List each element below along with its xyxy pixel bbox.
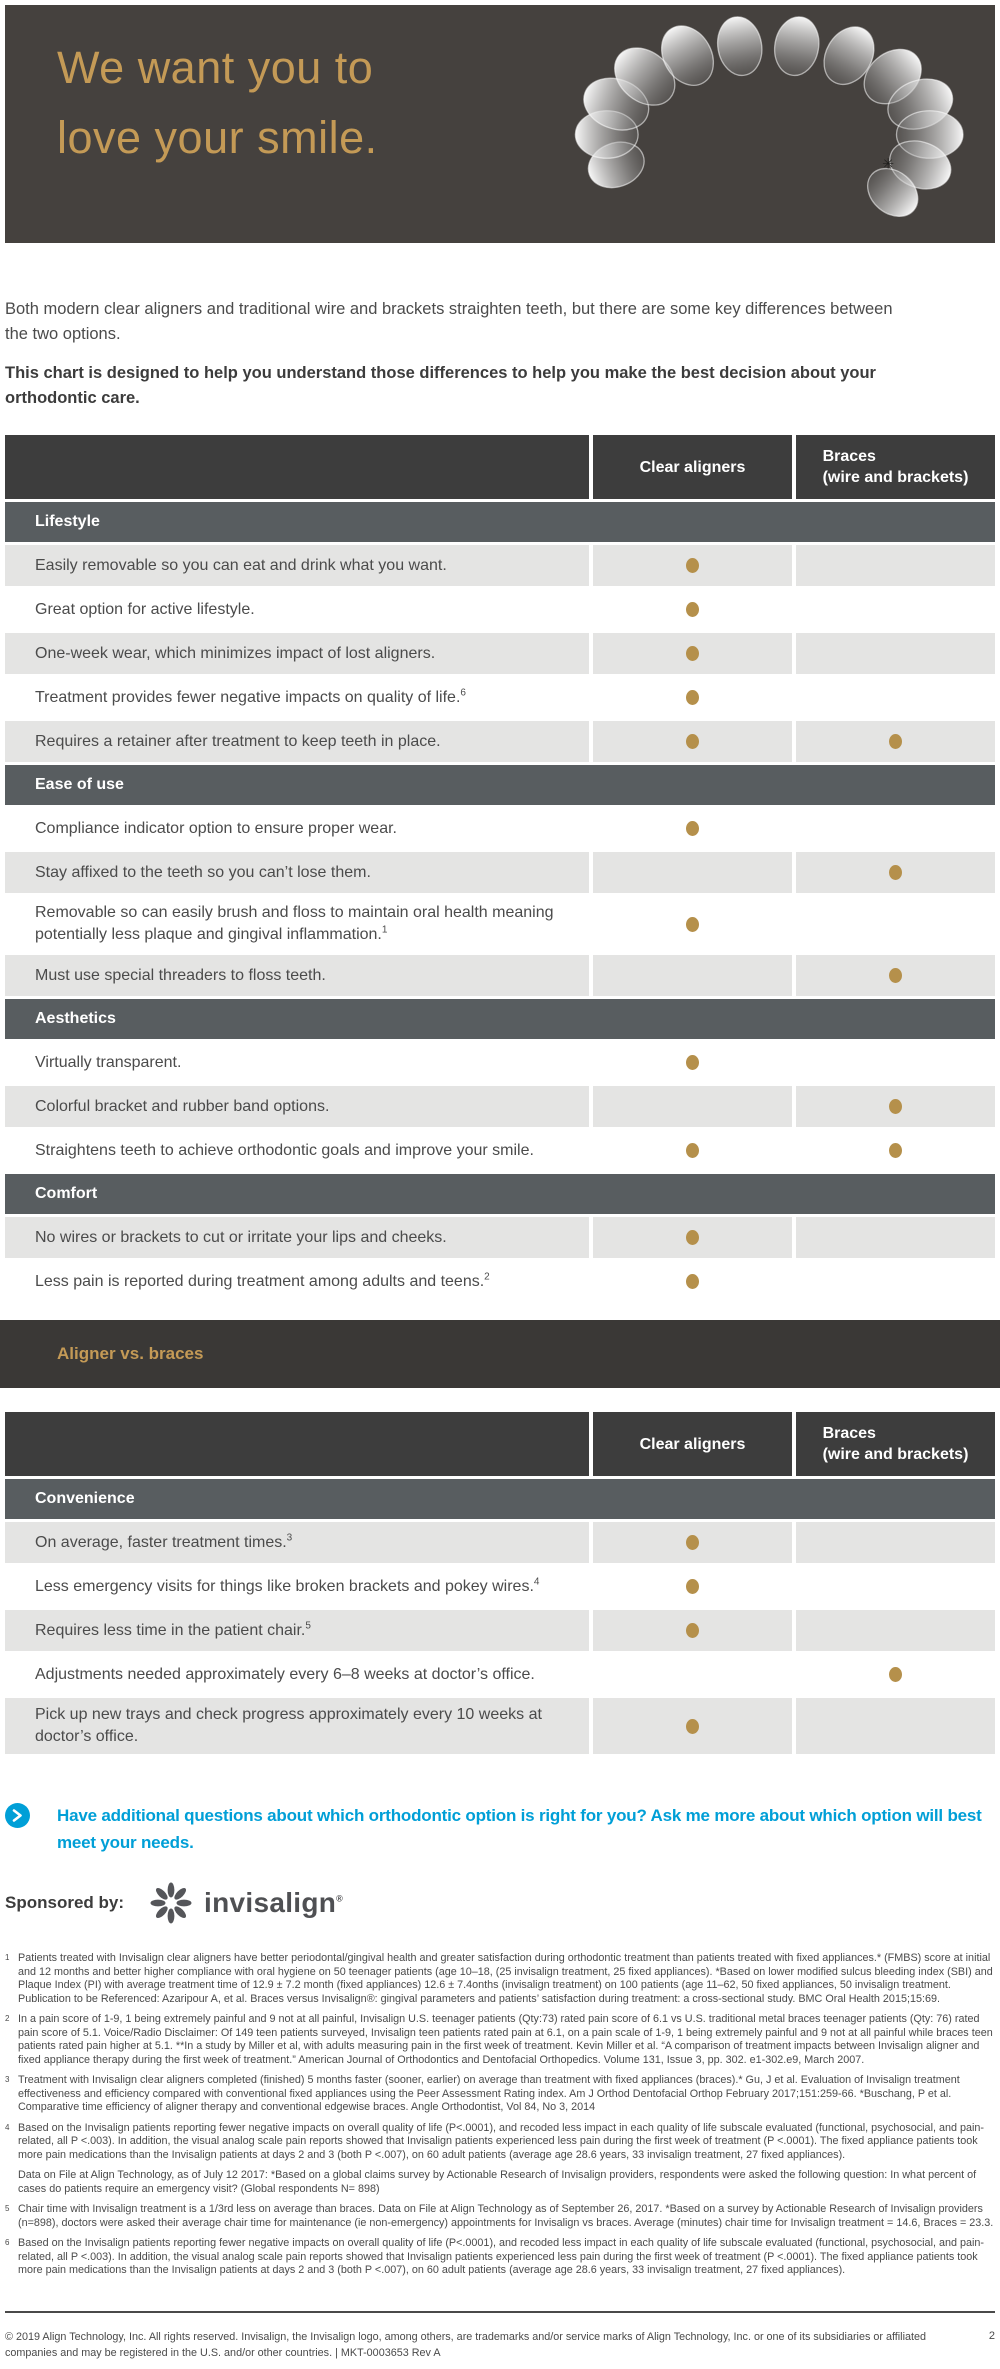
clear-cell	[593, 589, 792, 630]
braces-cell	[796, 545, 995, 586]
comparison-table-2	[5, 1412, 995, 1754]
clear-cell	[593, 1522, 792, 1563]
row-description: Stay affixed to the teeth so you can’t lose them.	[5, 852, 589, 893]
clear-aligners-dot	[686, 821, 699, 836]
table-row	[5, 1522, 995, 1563]
braces-cell	[796, 677, 995, 718]
braces-cell	[796, 808, 995, 849]
braces-cell	[796, 1566, 995, 1607]
column-header-clear-aligners: Clear aligners	[593, 1412, 792, 1476]
table-row	[5, 1217, 995, 1258]
section-header-convenience: Convenience	[5, 1479, 995, 1519]
clear-cell	[593, 1566, 792, 1607]
row-description: Pick up new trays and check progress approximately every 10 weeks at doctor’s office.	[5, 1698, 589, 1754]
clear-aligners-dot	[686, 646, 699, 661]
invisalign-logo	[146, 1878, 343, 1928]
column-header-braces: Braces (wire and brackets)	[796, 435, 995, 499]
cta-text: Have additional questions about which orthodontic option is right for you? Ask me more about which option will best meet your needs.	[57, 1806, 982, 1852]
braces-dot	[889, 1667, 902, 1682]
braces-cell	[796, 852, 995, 893]
table-header-empty-cell	[5, 1412, 589, 1476]
footnote-marker: 4	[533, 1576, 540, 1588]
clear-cell	[593, 1042, 792, 1083]
footnote-number: 3	[5, 2075, 10, 2084]
table-row	[5, 1698, 995, 1754]
clear-aligners-dot	[686, 690, 699, 705]
footnote-marker: 3	[286, 1532, 293, 1544]
clear-cell	[593, 955, 792, 996]
row-description: Compliance indicator option to ensure proper wear.	[5, 808, 589, 849]
column-header-clear-aligners: Clear aligners	[593, 435, 792, 499]
clear-aligners-dot	[686, 1055, 699, 1070]
row-description: Removable so can easily brush and floss to maintain oral health meaning potentially less plaque and gingival inflammation.$^1$	[5, 896, 589, 952]
footnote-2	[5, 2013, 995, 2067]
braces-cell	[796, 955, 995, 996]
footnote-marker: 1	[381, 924, 388, 936]
table-row	[5, 1042, 995, 1083]
table-row	[5, 808, 995, 849]
footnote-5	[5, 2203, 995, 2230]
table-body	[5, 502, 995, 1302]
table-row	[5, 1130, 995, 1171]
table-row	[5, 955, 995, 996]
footnote-number: 1	[5, 1953, 10, 1962]
section-header-ease-of-use: Ease of use	[5, 765, 995, 805]
clear-aligners-dot	[686, 558, 699, 573]
page-title	[57, 33, 378, 173]
clear-cell	[593, 852, 792, 893]
clear-aligners-dot	[686, 1719, 699, 1734]
section-header-comfort: Comfort	[5, 1174, 995, 1214]
intro-paragraph: Both modern clear aligners and traditional wire and brackets straighten teeth, but there are some key differences between the two options.	[5, 300, 893, 343]
clear-cell	[593, 1261, 792, 1302]
table-row	[5, 1566, 995, 1607]
clear-cell	[593, 633, 792, 674]
clear-aligner-image	[563, 11, 983, 243]
clear-aligners-dot	[686, 917, 699, 932]
clear-cell	[593, 677, 792, 718]
braces-cell	[796, 1130, 995, 1171]
braces-dot	[889, 1143, 902, 1158]
table-header-empty-cell	[5, 435, 589, 499]
table-body	[5, 1479, 995, 1754]
braces-cell	[796, 1654, 995, 1695]
clear-cell	[593, 1130, 792, 1171]
aligner-vs-braces-banner	[0, 1320, 1000, 1388]
clear-aligners-dot	[686, 1535, 699, 1550]
footnote-marker: 2	[484, 1271, 490, 1283]
clear-aligners-dot	[686, 1623, 699, 1638]
clear-cell	[593, 808, 792, 849]
footnote-text: Treatment with Invisalign clear aligners completed (finished) 5 months faster (sooner, earlier) on average than treatment with fixed appliances (braces).* Gu, J et al. Evaluation of Invisalign treatment effectiveness and efficiency compared with conventional fixed appliances using the Peer Assessment Rating index. Am J Orthod Dentofacial Orthop February 2017;151:259-66. *Buschang, P et al. Comparative time efficiency of aligner therapy and conventional edgewise braces. Angle Orthodontist, Vol 84, No 3, 2014	[18, 2074, 960, 2113]
braces-dot	[889, 1099, 902, 1114]
table-row	[5, 1610, 995, 1651]
braces-dot	[889, 734, 902, 749]
clear-cell	[593, 1086, 792, 1127]
table-row	[5, 589, 995, 630]
invisalign-wordmark: invisalign®	[204, 1887, 344, 1918]
footnote-1	[5, 1952, 995, 2006]
intro-paragraph-bold: This chart is designed to help you understand those differences to help you make the best decision about your orthodontic care.	[5, 364, 876, 407]
braces-dot	[889, 865, 902, 880]
clear-aligners-dot	[686, 1143, 699, 1158]
table-row	[5, 896, 995, 952]
chevron-right-icon	[5, 1803, 30, 1828]
page-number: 2	[988, 2330, 995, 2342]
footnote-number: 6	[5, 2238, 10, 2247]
clear-cell	[593, 1698, 792, 1754]
footnote-text: Based on the Invisalign patients reporting fewer negative impacts on overall quality of life (P<.0001), and recoded less impact in each quality of life subscale evaluated (functional, psychosocial, and pain-related, all P <.003). In addition, the visual analog scale pain reports showed that Invisalign patients experienced less pain during the first week of treatment (P <.0001). The fixed appliance patients took more pain medications than the Invisalign patients at days 2 and 3 (both P <.007), on 60 adult patients (average age 28.6 years, 33 invisalign treatment, 27 fixed appliances). Data on File at Align Technology, as of July 12 2017: *Based on a global claims survey by Actionable Research of Invisalign providers, respondents were asked the following question: In what percent of cases do patients require an emergency visit? (Global respondents N= 898)	[18, 2121, 984, 2195]
clear-cell	[593, 1217, 792, 1258]
row-description: Less pain is reported during treatment among adults and teens.$^2$	[5, 1261, 589, 1302]
footnote-text: Chair time with Invisalign treatment is a 1/3rd less on average than braces. Data on File at Align Technology as of September 26, 2017. *Based on a survey by Actionable Research of Invisalign providers (n=898), doctors were asked their average chair time for maintenance (ie non-emergency) appointments for Invisalign vs braces. Average (minutes) chair time for Invisalign treatment = 14.6, Braces = 23.3.	[18, 2203, 994, 2229]
comparison-table-1	[5, 435, 995, 1302]
footnote-text: Based on the Invisalign patients reporting fewer negative impacts on overall quality of life (P<.0001), and recoded less impact in each quality of life subscale evaluated (functional, psychosocial, and pain-related, all P <.003). In addition, the visual analog scale pain reports showed that Invisalign patients experienced less pain during the first week of treatment (P <.0001). The fixed appliance patients took more pain medications than the Invisalign patients at days 2 and 3 (both P <.007), on 60 adult patients (average age 28.6 years, 33 invisalign treatment, 27 fixed appliances).	[18, 2237, 984, 2276]
table-row	[5, 852, 995, 893]
row-description: Colorful bracket and rubber band options.	[5, 1086, 589, 1127]
row-description: Must use special threaders to floss teeth.	[5, 955, 589, 996]
footnotes-block	[5, 1952, 995, 2278]
braces-cell	[796, 1086, 995, 1127]
clear-aligners-dot	[686, 602, 699, 617]
table-row	[5, 1654, 995, 1695]
copyright-text: © 2019 Align Technology, Inc. All rights reserved. Invisalign, the Invisalign logo, among others, are trademarks and/or service marks of Align Technology, Inc. or one of its subsidiaries or affiliated companies and may be registered in the U.S. and/or other countries. | MKT-0003653 Rev A	[5, 2331, 926, 2359]
table-row	[5, 633, 995, 674]
braces-cell	[796, 896, 995, 952]
row-description: Great option for active lifestyle.	[5, 589, 589, 630]
compliance-indicator-mark: ✳	[882, 156, 895, 173]
clear-cell	[593, 1654, 792, 1695]
cta-callout	[5, 1802, 995, 1856]
footnote-4	[5, 2122, 995, 2197]
footnote-marker: 5	[305, 1620, 311, 1632]
table-row	[5, 721, 995, 762]
table-row	[5, 1086, 995, 1127]
clear-aligners-dot	[686, 734, 699, 749]
footnote-3	[5, 2074, 995, 2115]
page-title-line1: We want you to	[57, 42, 374, 93]
braces-cell	[796, 1217, 995, 1258]
braces-cell	[796, 721, 995, 762]
braces-cell	[796, 1698, 995, 1754]
row-description: Adjustments needed approximately every 6–8 weeks at doctor’s office.	[5, 1654, 589, 1695]
clear-aligners-dot	[686, 1230, 699, 1245]
braces-cell	[796, 1522, 995, 1563]
footnote-6	[5, 2237, 995, 2278]
section-header-aesthetics: Aesthetics	[5, 999, 995, 1039]
footnote-number: 2	[5, 2014, 10, 2023]
braces-cell	[796, 589, 995, 630]
invisalign-starburst-icon	[146, 1878, 196, 1928]
table-header	[5, 435, 995, 499]
braces-cell	[796, 1610, 995, 1651]
row-description: Requires less time in the patient chair.$^5$	[5, 1610, 589, 1651]
section-header-lifestyle: Lifestyle	[5, 502, 995, 542]
sponsor-row	[5, 1878, 995, 1928]
clear-cell	[593, 545, 792, 586]
row-description: One-week wear, which minimizes impact of lost aligners.	[5, 633, 589, 674]
row-description: Virtually transparent.	[5, 1042, 589, 1083]
braces-cell	[796, 1042, 995, 1083]
footnote-text: Patients treated with Invisalign clear aligners have better periodontal/gingival health and greater satisfaction during orthodontic treatment than patients treated with fixed appliances.* (FMBS) score at initial and 12 months and better higher compliance with oral hygiene on 50 teenager patients (age 10–18, (25 invisalign treatment, 25 fixed appliances). *Based on lower modified sulcus bleeding index (SBI) and Plaque Index (PI) with average treatment time of 12.9 ± 7.2 month (fixed appliances) 12.6 ± 7.4onths (invisalign treatment) on 100 patients (age 11–62, 50 fixed appliances, 50 invisalign treatment. Publication to be Referenced: Azaripour A, et al. Braces versus Invisalign®: gingival parameters and patients’ satisfaction during treatment: a cross-sectional study. BMC Oral Health 2015;15:69.	[18, 1952, 993, 2005]
table-row	[5, 677, 995, 718]
banner-label: Aligner vs. braces	[57, 1344, 204, 1363]
clear-cell	[593, 1610, 792, 1651]
clear-aligners-dot	[686, 1579, 699, 1594]
footnote-number: 5	[5, 2204, 10, 2213]
row-description: Requires a retainer after treatment to keep teeth in place.	[5, 721, 589, 762]
footnote-number: 4	[5, 2122, 10, 2132]
row-description: No wires or brackets to cut or irritate your lips and cheeks.	[5, 1217, 589, 1258]
clear-cell	[593, 896, 792, 952]
row-description: Straightens teeth to achieve orthodontic goals and improve your smile.	[5, 1130, 589, 1171]
row-description: Treatment provides fewer negative impacts on quality of life.$^6$	[5, 677, 589, 718]
column-header-braces: Braces (wire and brackets)	[796, 1412, 995, 1476]
braces-dot	[889, 968, 902, 983]
row-description: Less emergency visits for things like broken brackets and pokey wires.$^4$	[5, 1566, 589, 1607]
table-row	[5, 545, 995, 586]
sponsored-by-label: Sponsored by:	[5, 1893, 125, 1912]
braces-cell	[796, 1261, 995, 1302]
page-title-line2: love your smile.	[57, 112, 378, 163]
page-footer	[5, 2311, 995, 2361]
footnote-text: In a pain score of 1-9, 1 being extremely painful and 9 not at all painful, Invisalign U.S. teenager patients (Qty:73) rated pain score of 6.1 vs U.S. traditional metal braces teenager patients (Qty: 76) rated pain score of 5.1. Voice/Radio Disclaimer: Of 149 teen patients surveyed, Invisalign teen patients rated pain at 6.1, on a pain scale of 1-9, 1 being extremely painful and 9 not at all painful while braces teen patients rated pain higher at 5.1. **In a study by Miller et al, with adults measuring pain in the first week of treatment. Kevin Miller et al. “A comparison of treatment impacts between Invisalign aligner and fixed appliance therapy during the first week of treatment.” American Journal of Orthodontics and Dentofacial Orthopedics. Volume 131, Issue 3, pp. 302. e1-302.e9, March 2007.	[18, 2013, 993, 2066]
table-header	[5, 1412, 995, 1476]
row-description: On average, faster treatment times.$^3$	[5, 1522, 589, 1563]
footnote-marker: 6	[460, 687, 466, 699]
clear-cell	[593, 721, 792, 762]
row-description: Easily removable so you can eat and drink what you want.	[5, 545, 589, 586]
clear-aligners-dot	[686, 1274, 699, 1289]
braces-cell	[796, 633, 995, 674]
hero-banner	[5, 5, 995, 243]
footer-divider	[5, 2311, 995, 2313]
table-row	[5, 1261, 995, 1302]
